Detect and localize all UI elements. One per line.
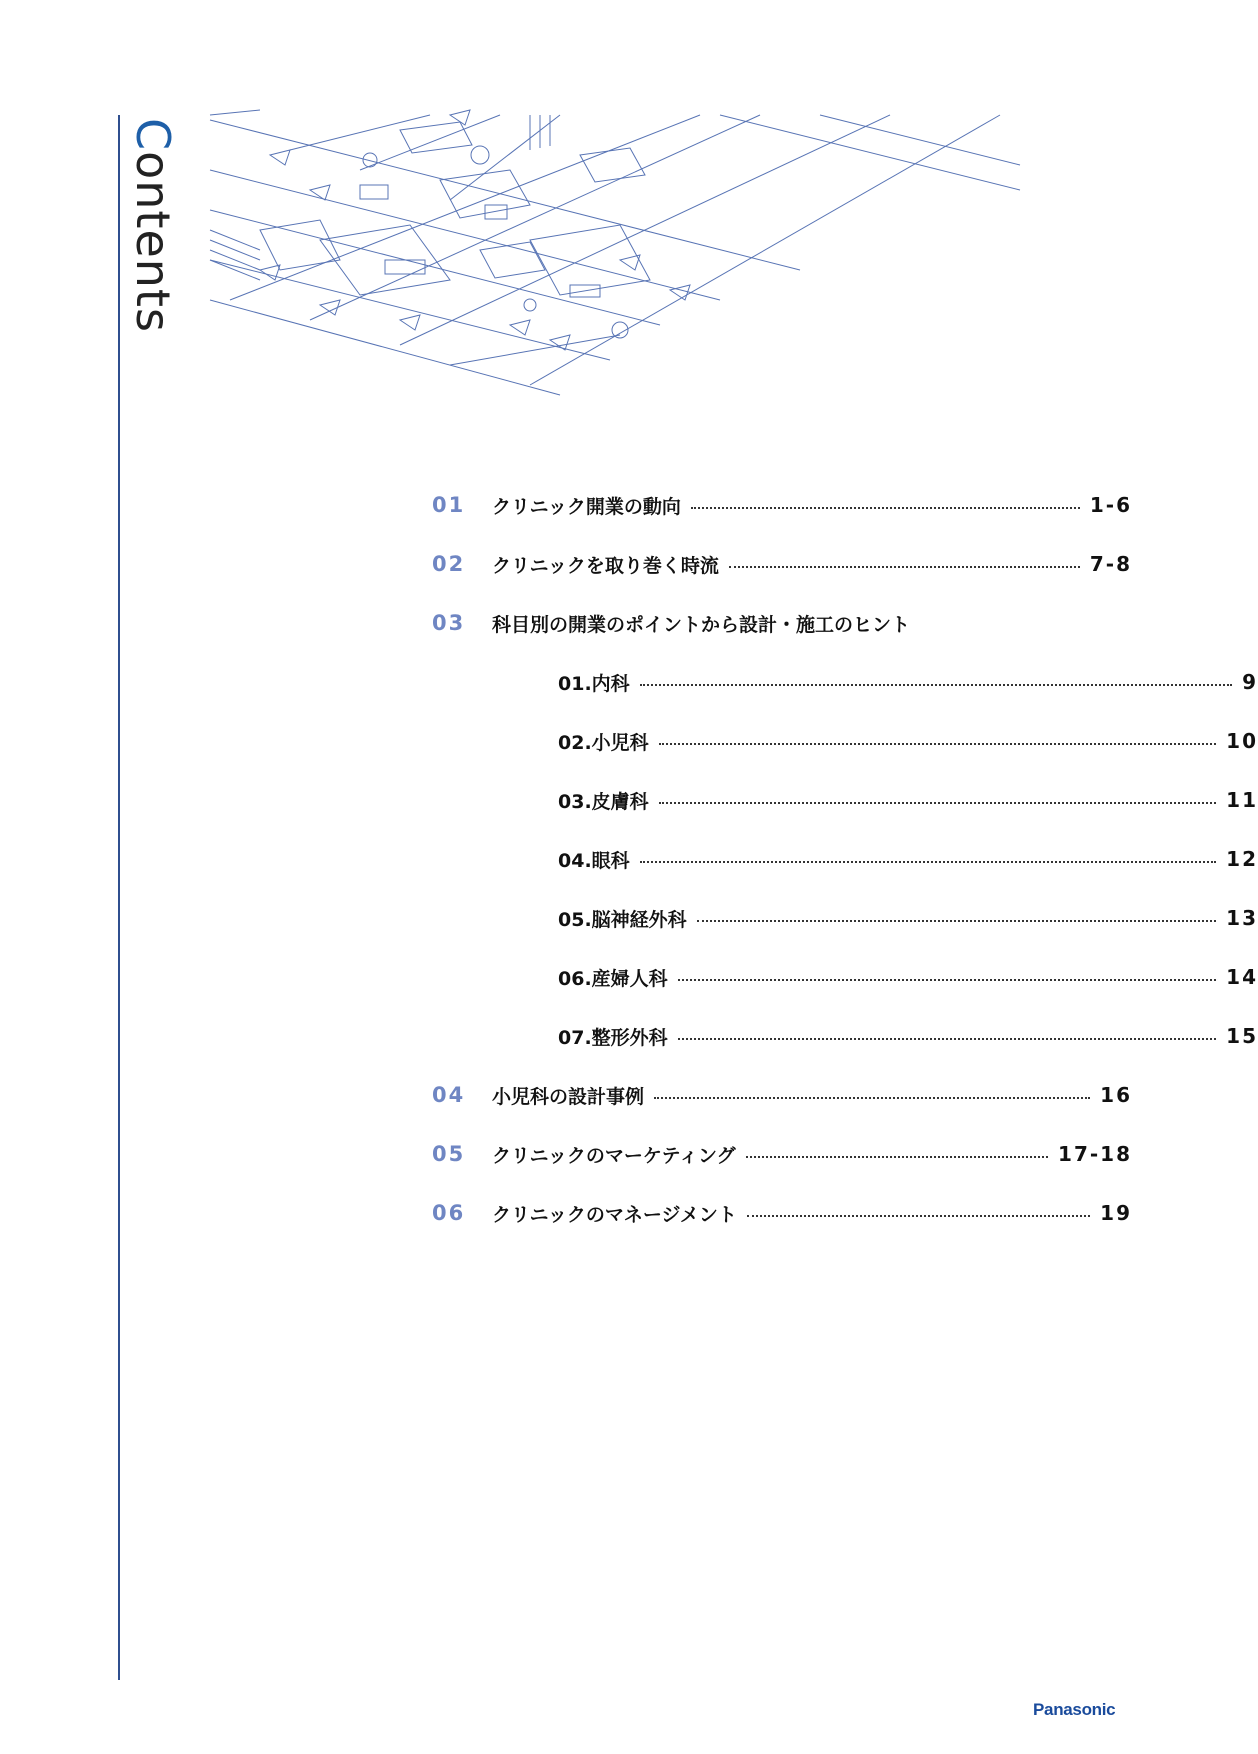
- toc-subentry-pediatrics[interactable]: [432, 724, 1258, 758]
- toc-page: 17-18: [1058, 1142, 1132, 1166]
- toc-subentry-orthopedics[interactable]: [432, 1019, 1258, 1053]
- toc-entry-01[interactable]: [432, 488, 1132, 522]
- toc-entry-04[interactable]: [432, 1078, 1132, 1112]
- leader-dots: [678, 979, 1216, 981]
- toc-page: 10: [1226, 729, 1258, 753]
- leader-dots: [640, 861, 1216, 863]
- toc-page: 19: [1100, 1201, 1132, 1225]
- toc-subentry-dermatology[interactable]: [432, 783, 1258, 817]
- toc-label: 02.小児科: [558, 731, 649, 754]
- toc-label: 小児科の設計事例: [492, 1085, 645, 1108]
- leader-dots: [654, 1097, 1090, 1099]
- toc-page: 9: [1242, 670, 1258, 694]
- toc-label: 07.整形外科: [558, 1026, 668, 1049]
- toc-subentry-internal[interactable]: [432, 665, 1258, 699]
- toc-label: クリニックを取り巻く時流: [492, 554, 719, 577]
- leader-dots: [678, 1038, 1216, 1040]
- toc-number: 01: [432, 493, 466, 517]
- toc-page: 1-6: [1089, 493, 1132, 517]
- toc-label: 06.産婦人科: [558, 967, 668, 990]
- leader-dots: [747, 1215, 1090, 1217]
- toc-subentry-neurosurgery[interactable]: [432, 901, 1258, 935]
- toc-label: 04.眼科: [558, 849, 630, 872]
- toc-number: 04: [432, 1083, 466, 1107]
- leader-dots: [697, 920, 1216, 922]
- toc-page: 16: [1100, 1083, 1132, 1107]
- page-title: [128, 118, 178, 338]
- toc-subentry-obgyn[interactable]: [432, 960, 1258, 994]
- title-initial: C: [126, 118, 180, 152]
- toc-label: クリニック開業の動向: [492, 495, 681, 518]
- toc-entry-03[interactable]: [432, 606, 1132, 640]
- leader-dots: [729, 566, 1080, 568]
- side-rule: [118, 115, 120, 1680]
- panasonic-logo: Panasonic: [1033, 1700, 1116, 1719]
- toc-number: 05: [432, 1142, 466, 1166]
- toc-number: 02: [432, 552, 466, 576]
- toc-entry-02[interactable]: [432, 547, 1132, 581]
- leader-dots: [659, 743, 1216, 745]
- leader-dots: [640, 684, 1232, 686]
- leader-dots: [659, 802, 1216, 804]
- toc-label: 05.脳神経外科: [558, 908, 687, 931]
- blueprint-illustration: [200, 110, 1020, 400]
- toc-page: 11: [1226, 788, 1258, 812]
- toc-label: 科目別の開業のポイントから設計・施工のヒント: [492, 613, 911, 636]
- leader-dots: [746, 1156, 1048, 1158]
- toc-entry-06[interactable]: [432, 1196, 1132, 1230]
- toc-page: 14: [1226, 965, 1258, 989]
- leader-dots: [691, 507, 1080, 509]
- toc-label: クリニックのマネージメント: [492, 1203, 737, 1226]
- toc-label: クリニックのマーケティング: [492, 1144, 736, 1167]
- toc-page: 12: [1226, 847, 1258, 871]
- toc-page: 13: [1226, 906, 1258, 930]
- toc-label: 01.内科: [558, 672, 630, 695]
- toc-page: 7-8: [1089, 552, 1132, 576]
- toc-label: 03.皮膚科: [558, 790, 649, 813]
- toc-page: 15: [1226, 1024, 1258, 1048]
- title-rest: ontents: [126, 151, 180, 333]
- toc-number: 06: [432, 1201, 466, 1225]
- toc-subentry-ophthalmology[interactable]: [432, 842, 1258, 876]
- toc-entry-05[interactable]: [432, 1137, 1132, 1171]
- toc-number: 03: [432, 611, 466, 635]
